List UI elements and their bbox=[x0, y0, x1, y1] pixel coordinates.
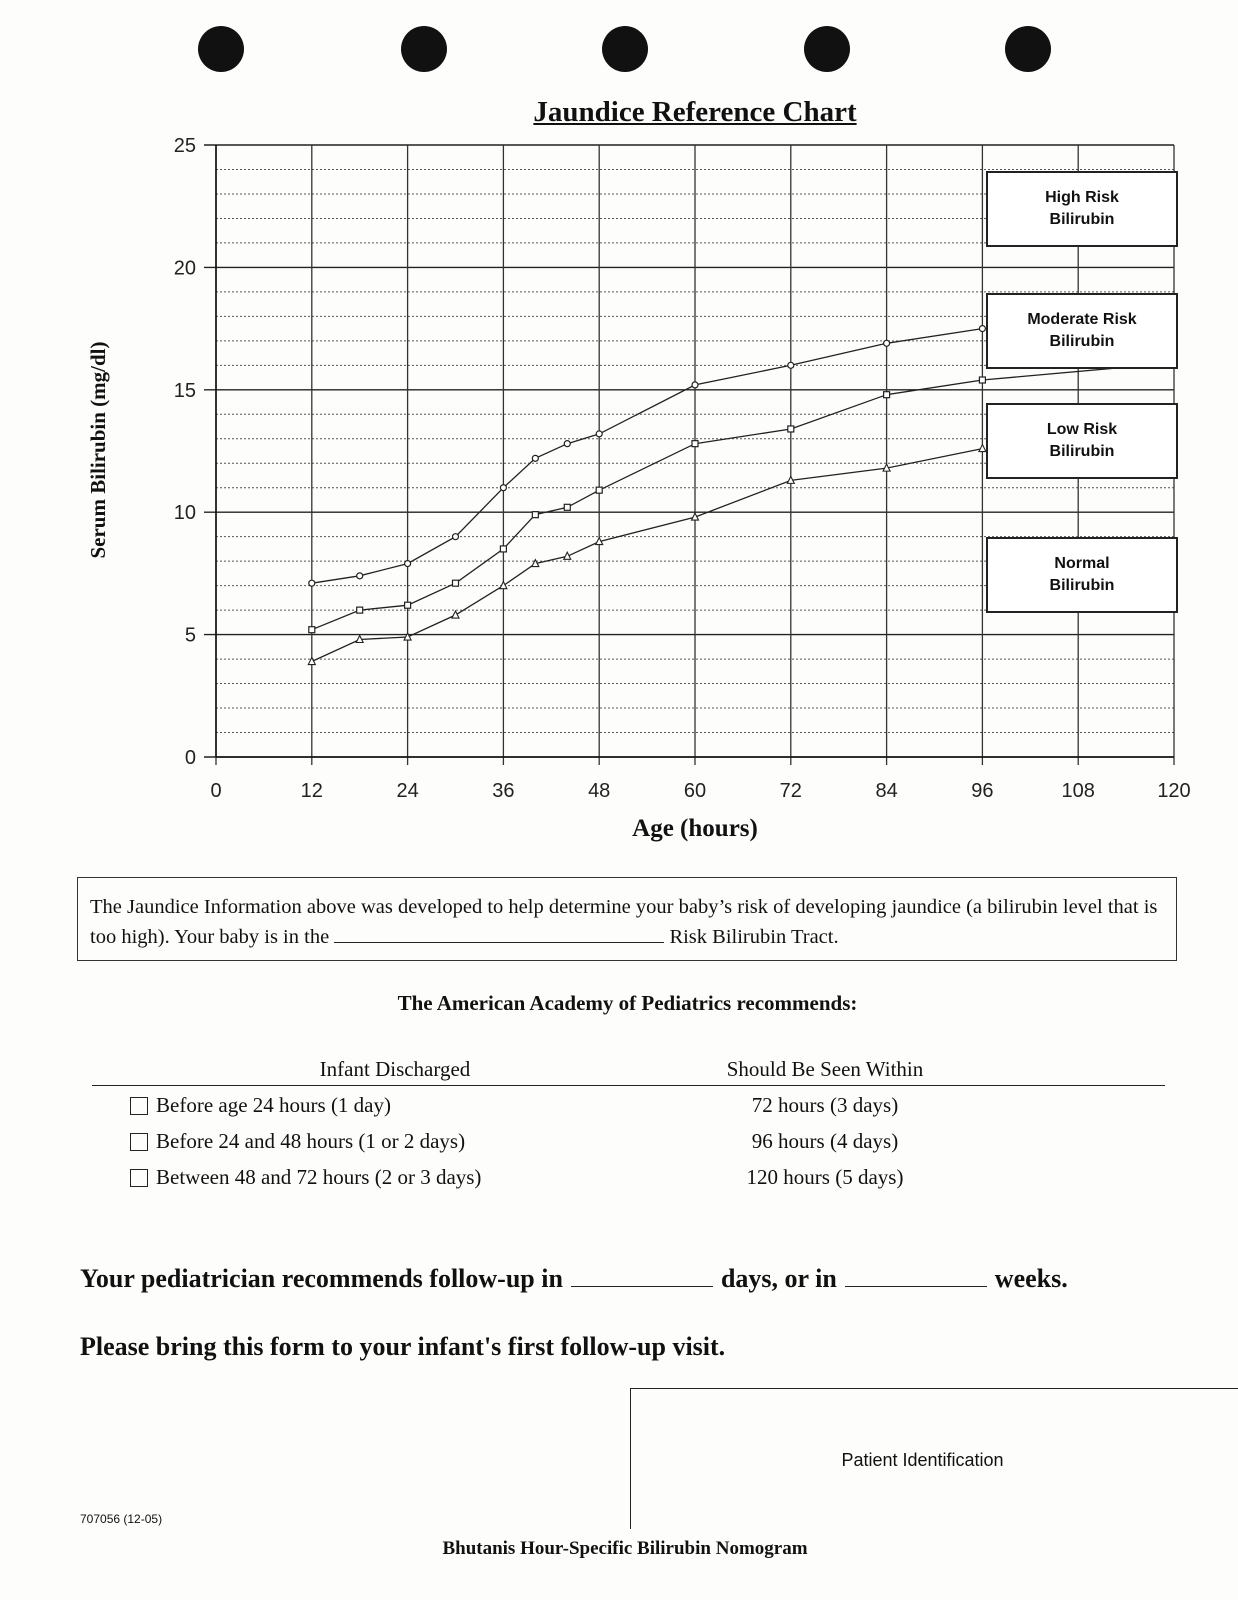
nomogram-title: Bhutanis Hour-Specific Bilirubin Nomogram bbox=[442, 1538, 808, 1559]
data-point bbox=[453, 534, 459, 540]
data-point bbox=[692, 382, 698, 388]
data-point bbox=[596, 487, 602, 493]
data-point bbox=[564, 504, 570, 510]
data-point bbox=[979, 326, 985, 332]
x-tick-label: 24 bbox=[396, 780, 419, 800]
followup-text: Your pediatrician recommends follow-up in bbox=[80, 1264, 563, 1293]
data-point bbox=[532, 512, 538, 518]
series-line bbox=[312, 329, 983, 584]
y-tick-labels bbox=[174, 135, 196, 769]
risk-tract-blank[interactable] bbox=[334, 924, 664, 943]
x-tick-label: 72 bbox=[779, 780, 802, 800]
data-point bbox=[357, 607, 363, 613]
data-point bbox=[692, 441, 698, 447]
discharge-option: Before 24 and 48 hours (1 or 2 days) bbox=[156, 1129, 466, 1153]
legend-high-risk: High Risk Bilirubin bbox=[986, 171, 1178, 247]
x-axis-label: Age (hours) bbox=[632, 815, 758, 842]
discharge-row bbox=[130, 1165, 481, 1190]
data-point bbox=[309, 627, 315, 633]
data-point bbox=[357, 573, 363, 579]
followup-text: weeks. bbox=[994, 1264, 1068, 1293]
series-line bbox=[312, 449, 983, 662]
checkbox[interactable] bbox=[130, 1169, 148, 1187]
x-tick-label: 84 bbox=[875, 780, 898, 800]
followup-days-blank[interactable] bbox=[571, 1266, 713, 1287]
followup-text: days, or in bbox=[720, 1264, 837, 1293]
info-text: The Jaundice Information above was developed to help determine your baby’s risk of developing jaundice (a bilirubin level that is too high). Your baby is in the bbox=[90, 896, 1158, 948]
x-tick-label: 0 bbox=[210, 780, 222, 800]
x-tick-label: 120 bbox=[1157, 780, 1191, 800]
data-point bbox=[979, 445, 986, 452]
data-point bbox=[309, 580, 315, 586]
patient-id-label: Patient Identification bbox=[841, 1450, 1004, 1470]
legend-low-risk: Low Risk Bilirubin bbox=[986, 403, 1178, 479]
series-1 bbox=[309, 326, 986, 587]
data-point bbox=[884, 340, 890, 346]
series-lines bbox=[308, 326, 1177, 665]
y-tick-label: 0 bbox=[184, 747, 196, 769]
seen-within-value: 120 hours (5 days) bbox=[746, 1165, 904, 1189]
checkbox[interactable] bbox=[130, 1097, 148, 1115]
data-point bbox=[596, 431, 602, 437]
data-point bbox=[452, 611, 459, 618]
y-axis-label: Serum Bilirubin (mg/dl) bbox=[86, 341, 110, 559]
data-point bbox=[788, 362, 794, 368]
seen-within-value: 72 hours (3 days) bbox=[751, 1093, 899, 1117]
data-point bbox=[500, 485, 506, 491]
x-tick-label: 96 bbox=[971, 780, 994, 800]
y-tick-label: 25 bbox=[173, 135, 196, 157]
x-tick-label: 48 bbox=[588, 780, 611, 800]
series-3 bbox=[308, 445, 986, 665]
checkbox[interactable] bbox=[130, 1133, 148, 1151]
info-text-end: Risk Bilirubin Tract. bbox=[669, 926, 839, 948]
x-tick-label: 108 bbox=[1061, 780, 1095, 800]
seen-within-value: 96 hours (4 days) bbox=[751, 1129, 899, 1153]
data-point bbox=[500, 546, 506, 552]
chart-title: Jaundice Reference Chart bbox=[533, 96, 857, 128]
table-divider bbox=[92, 1085, 1165, 1086]
discharge-row bbox=[130, 1129, 465, 1154]
x-tick-label: 12 bbox=[300, 780, 323, 800]
data-point bbox=[564, 441, 570, 447]
bring-form-note: Please bring this form to your infant's first follow-up visit. bbox=[80, 1332, 726, 1361]
followup-line bbox=[80, 1264, 1068, 1294]
y-tick-label: 5 bbox=[184, 624, 196, 647]
y-tick-label: 15 bbox=[173, 379, 196, 402]
data-point bbox=[405, 561, 411, 567]
data-point bbox=[453, 580, 459, 586]
legend-moderate-risk: Moderate Risk Bilirubin bbox=[986, 293, 1178, 369]
legend-normal: Normal Bilirubin bbox=[986, 537, 1178, 613]
data-point bbox=[788, 426, 794, 432]
col-infant-discharged: Infant Discharged bbox=[319, 1057, 471, 1081]
info-box bbox=[77, 877, 1177, 961]
col-seen-within: Should Be Seen Within bbox=[726, 1057, 924, 1081]
followup-weeks-blank[interactable] bbox=[845, 1266, 987, 1287]
discharge-option: Between 48 and 72 hours (2 or 3 days) bbox=[156, 1165, 482, 1189]
y-tick-label: 20 bbox=[173, 257, 196, 280]
form-code: 707056 (12-05) bbox=[80, 1512, 163, 1526]
x-tick-label: 60 bbox=[683, 780, 707, 800]
data-point bbox=[884, 392, 890, 398]
y-tick-label: 10 bbox=[173, 502, 196, 525]
data-point bbox=[979, 377, 985, 383]
data-point bbox=[532, 455, 538, 461]
discharge-option: Before age 24 hours (1 day) bbox=[156, 1093, 391, 1117]
discharge-row bbox=[130, 1093, 391, 1118]
data-point bbox=[405, 602, 411, 608]
x-tick-labels bbox=[210, 780, 1190, 800]
x-tick-label: 36 bbox=[492, 780, 515, 800]
aap-heading: The American Academy of Pediatrics recommends: bbox=[397, 991, 858, 1015]
